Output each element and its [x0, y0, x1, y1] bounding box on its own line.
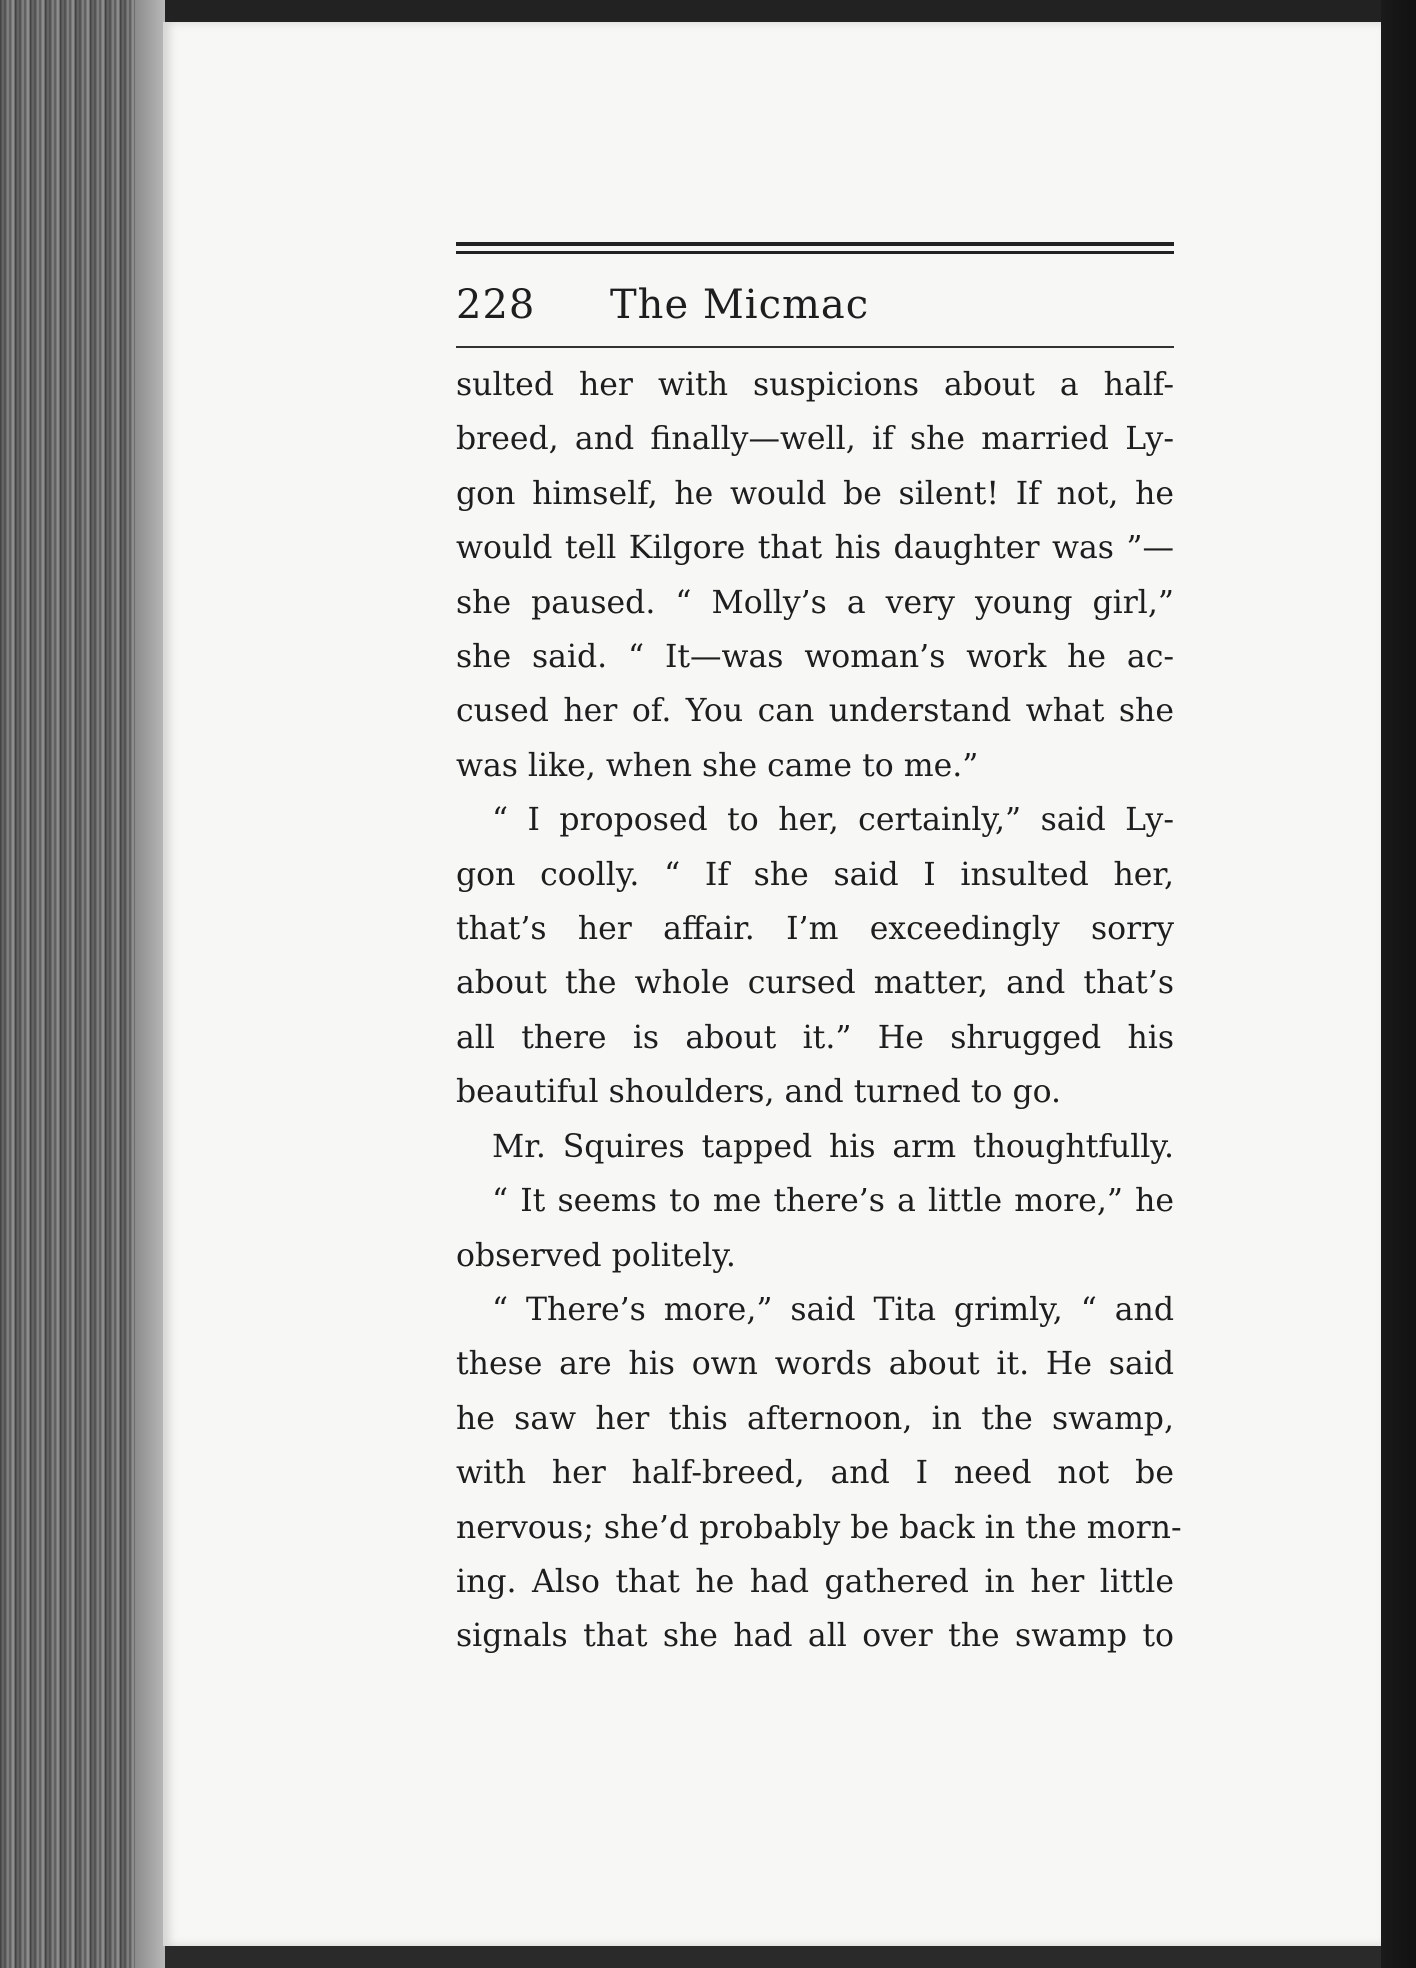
- running-title: The Micmac: [610, 282, 870, 328]
- text-line: “ It seems to me there’s a little more,” he: [492, 1183, 1174, 1220]
- text-line: he saw her this afternoon, in the swamp,: [456, 1400, 1174, 1437]
- text-line: observed politely.: [456, 1237, 736, 1274]
- text-line: these are his own words about it. He said: [456, 1346, 1174, 1383]
- page-number: 228: [456, 282, 536, 328]
- text-line: nervous; she’d probably be back in the morn-: [456, 1509, 1182, 1546]
- scan-border-right: [1381, 0, 1416, 1968]
- running-header: [456, 280, 1174, 336]
- text-line: gon himself, he would be silent! If not, he: [456, 475, 1174, 512]
- text-line: ing. Also that he had gathered in her little: [456, 1563, 1174, 1600]
- book-page-edges: [0, 0, 165, 1968]
- text-line: “ There’s more,” said Tita grimly, “ and: [492, 1291, 1174, 1328]
- text-line: cused her of. You can understand what she: [456, 693, 1174, 730]
- text-line: all there is about it.” He shrugged his: [456, 1019, 1174, 1056]
- text-line: sulted her with suspicions about a half-: [456, 367, 1174, 403]
- text-line: she said. “ It—was woman’s work he ac-: [456, 639, 1174, 676]
- header-double-rule: [456, 242, 1174, 254]
- text-line: with her half-breed, and I need not be: [456, 1455, 1174, 1492]
- text-line: “ I proposed to her, certainly,” said Ly-: [492, 802, 1174, 839]
- text-line: beautiful shoulders, and turned to go.: [456, 1074, 1062, 1111]
- text-line: Mr. Squires tapped his arm thoughtfully.: [492, 1128, 1174, 1165]
- scan-border-top: [0, 0, 1416, 22]
- body-text: [456, 358, 1182, 1664]
- text-line: that’s her affair. I’m exceedingly sorry: [456, 911, 1174, 948]
- text-line: would tell Kilgore that his daughter was ”—: [456, 530, 1174, 567]
- text-line: about the whole cursed matter, and that’s: [456, 965, 1174, 1002]
- text-line: signals that she had all over the swamp to: [456, 1618, 1174, 1655]
- text-line: was like, when she came to me.”: [456, 747, 979, 784]
- text-line: gon coolly. “ If she said I insulted her,: [456, 856, 1174, 893]
- header-rule: [456, 346, 1174, 348]
- text-line: she paused. “ Molly’s a very young girl,”: [456, 584, 1174, 621]
- text-line: breed, and finally—well, if she married Ly-: [456, 421, 1174, 458]
- text-block: [456, 242, 1182, 1664]
